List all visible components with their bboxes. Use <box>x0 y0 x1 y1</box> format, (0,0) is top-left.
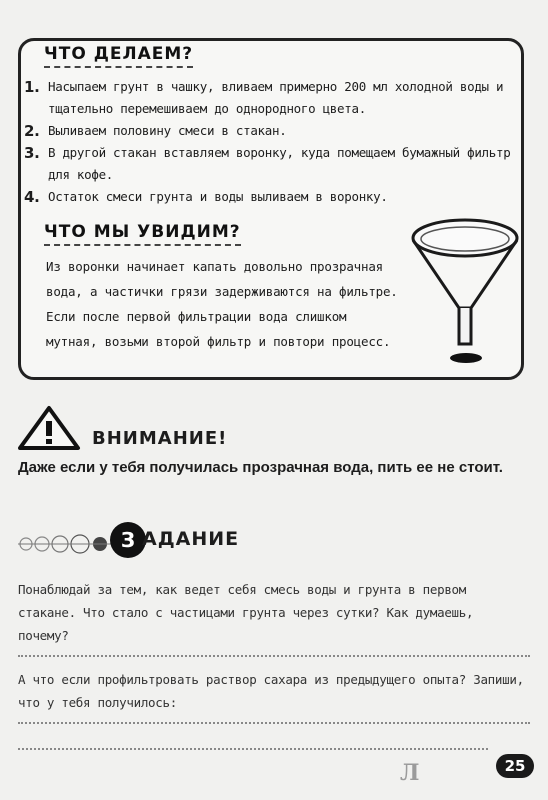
heading-underline <box>44 66 193 68</box>
page-number: 25 <box>496 754 534 778</box>
task-decoration-dots <box>18 530 118 558</box>
answer-line <box>18 655 530 657</box>
step-text: В другой стакан вставляем воронку, куда помещаем бумажный фильтр для кофе. <box>48 145 511 182</box>
step-text: Выливаем половину смеси в стакан. <box>48 123 287 138</box>
step-item <box>24 120 514 142</box>
step-number: 1. <box>24 78 40 96</box>
step-number: 3. <box>24 144 40 162</box>
answer-line <box>18 748 488 750</box>
funnel-illustration <box>404 212 526 372</box>
instructions-heading-text: ЧТО ДЕЛАЕМ? <box>44 44 194 64</box>
task-question-2: А что если профильтровать раствор сахара из предыдущего опыта? Запиши, что у тебя получилось: <box>18 672 524 710</box>
step-item <box>24 142 514 186</box>
task-title: АДАНИЕ <box>142 528 240 550</box>
funnel-shadow <box>450 353 482 363</box>
step-number: 4. <box>24 188 40 206</box>
task-badge-letter: З <box>120 528 136 552</box>
instructions-heading <box>44 44 193 64</box>
step-item <box>24 186 514 208</box>
step-text: Остаток смеси грунта и воды выливаем в воронку. <box>48 189 388 204</box>
observation-heading <box>44 222 241 242</box>
publisher-logo: Л <box>400 760 420 786</box>
answer-line <box>18 722 530 724</box>
warning-title: ВНИМАНИЕ! <box>92 428 228 449</box>
observation-text: Из воронки начинает капать довольно прозрачная вода, а частички грязи задерживаются на фильтре. Если после первой фильтрации вода слишком мутная, возьми второй фильтр и повтори процесс. <box>46 259 398 349</box>
warning-icon <box>16 404 82 452</box>
task-badge <box>110 522 146 558</box>
observation-heading-text: ЧТО МЫ УВИДИМ? <box>44 222 241 242</box>
step-item <box>24 76 514 120</box>
heading-underline <box>44 244 241 246</box>
step-number: 2. <box>24 122 40 140</box>
funnel-spout <box>459 308 471 344</box>
step-text: Насыпаем грунт в чашку, вливаем примерно 200 мл холодной воды и тщательно перемешиваем до однородного цвета. <box>48 79 504 116</box>
warning-text: Даже если у тебя получилась прозрачная вода, пить ее не стоит. <box>18 459 503 476</box>
task-question-1: Понаблюдай за тем, как ведет себя смесь воды и грунта в первом стакане. Что стало с частицами грунта через сутки? Как думаешь, почему? <box>18 582 474 643</box>
steps-list <box>24 76 514 208</box>
